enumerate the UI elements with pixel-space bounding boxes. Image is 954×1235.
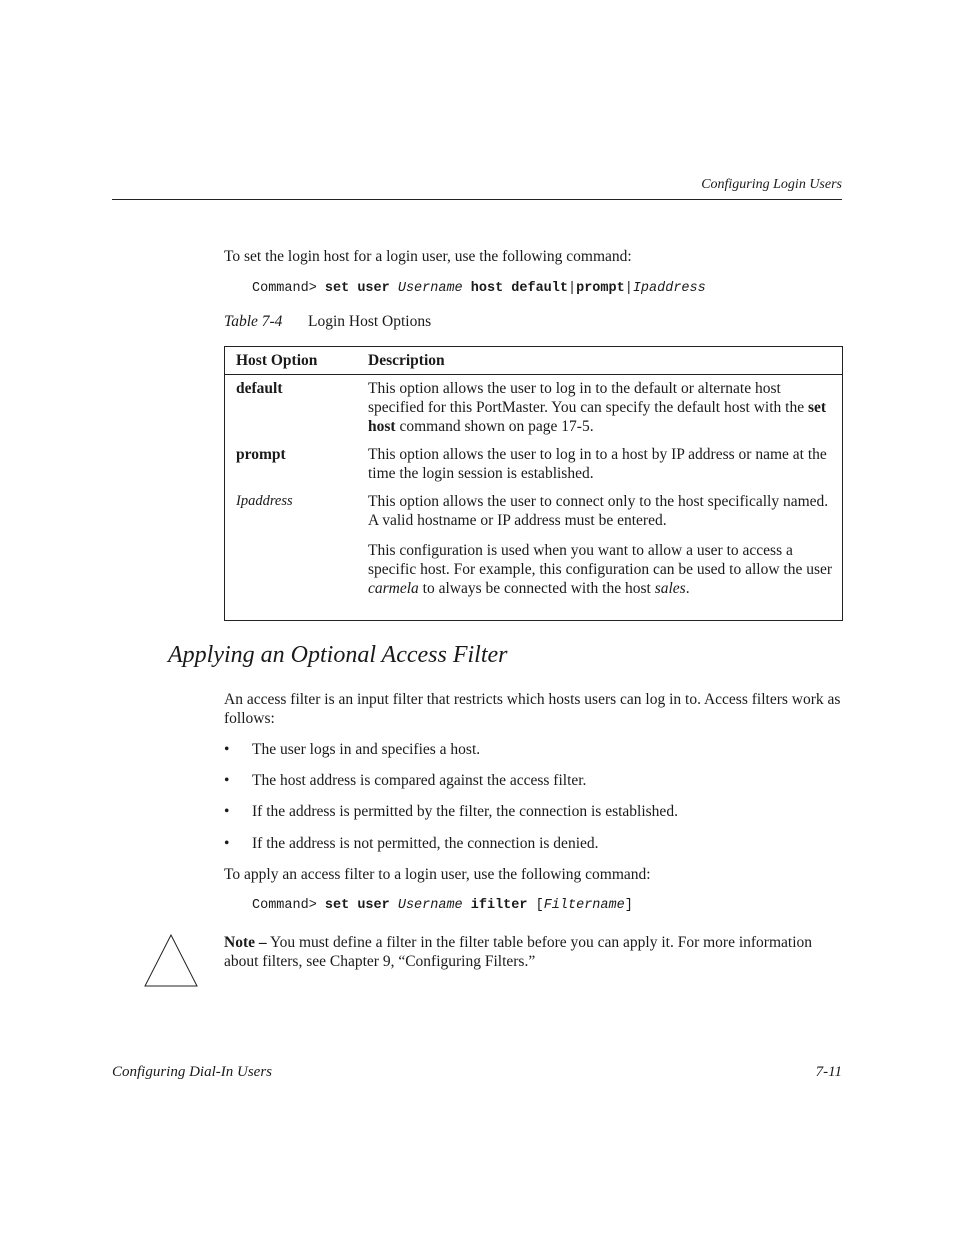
running-header: Configuring Login Users xyxy=(701,177,842,192)
command-separator: | xyxy=(624,281,633,296)
table-row-default-description xyxy=(368,379,833,436)
list-item-text: The user logs in and specifies a host. xyxy=(252,741,481,758)
table-header-rule xyxy=(225,374,842,375)
note-paragraph xyxy=(224,933,844,971)
list-item xyxy=(224,834,599,853)
section-intro-paragraph: An access filter is an input filter that restricts which hosts users can log in to. Access filters work as follows: xyxy=(224,691,841,727)
bullet-icon: • xyxy=(224,741,230,758)
desc-command-set-host: set host xyxy=(368,399,827,435)
command-ifilter xyxy=(252,898,633,913)
command-arg-ipaddress: Ipaddress xyxy=(632,281,706,296)
desc-text: command shown on page 17-5. xyxy=(399,418,594,435)
command-bracket-open: [ xyxy=(535,898,544,913)
login-host-options-table xyxy=(224,346,843,621)
table-caption-title: Login Host Options xyxy=(308,313,432,330)
command-arg-username: Username xyxy=(397,281,463,296)
list-item-text: If the address is not permitted, the connection is denied. xyxy=(252,835,599,852)
table-row-ipaddress-option: Ipaddress xyxy=(236,493,293,509)
command-keyword-set-user: set user xyxy=(324,281,390,296)
command-arg-filtername: Filtername xyxy=(543,898,625,913)
command-login-host xyxy=(252,281,706,296)
command-separator: | xyxy=(567,281,577,296)
apply-filter-paragraph: To apply an access filter to a login user, use the following command: xyxy=(224,866,651,883)
list-item-text: If the address is permitted by the filter, the connection is established. xyxy=(252,803,678,820)
caution-triangle-icon xyxy=(144,933,200,989)
table-caption-number: Table 7-4 xyxy=(224,313,283,330)
intro-paragraph: To set the login host for a login user, use the following command: xyxy=(224,248,632,265)
table-caption xyxy=(224,313,431,331)
desc-host-sales: sales xyxy=(654,580,686,597)
command-bracket-close: ] xyxy=(624,898,633,913)
bullet-icon: • xyxy=(224,772,230,789)
command-prompt: Command> xyxy=(252,898,317,913)
list-item xyxy=(224,740,480,759)
command-prompt: Command> xyxy=(252,281,317,296)
command-keyword-set-user: set user xyxy=(324,898,390,913)
list-item-text: The host address is compared against the access filter. xyxy=(252,772,587,789)
footer-chapter-title: Configuring Dial-In Users xyxy=(112,1064,273,1080)
desc-text: to always be connected with the host xyxy=(422,580,651,597)
bullet-icon: • xyxy=(224,835,230,852)
table-header-host-option: Host Option xyxy=(236,352,318,369)
desc-user-carmela: carmela xyxy=(368,580,419,597)
desc-period: . xyxy=(685,580,690,597)
table-row-ipaddress-description-2 xyxy=(368,541,833,598)
command-keyword-ifilter: ifilter xyxy=(470,898,528,913)
bullet-icon: • xyxy=(224,803,230,820)
desc-text: This option allows the user to log in to the default or alternate host specified for this PortMaster. You can specify the default host with the xyxy=(368,380,805,416)
desc-text: This configuration is used when you want to allow a user to access a specific host. For example, this configuration can be used to allow the user xyxy=(368,542,833,578)
list-item xyxy=(224,771,586,790)
table-row-prompt-description: This option allows the user to log in to a host by IP address or name at the time the login session is established. xyxy=(368,446,827,482)
table-row-default-option: default xyxy=(236,380,283,397)
list-item xyxy=(224,802,678,821)
table-header-description: Description xyxy=(368,352,445,369)
table-row-prompt-option: prompt xyxy=(236,446,286,463)
note-text: You must define a filter in the filter table before you can apply it. For more information about filters, see Chapter 9, “Configuring Filters.” xyxy=(224,934,813,970)
note-label: Note – xyxy=(224,934,267,951)
table-row-ipaddress-description: This option allows the user to connect only to the host specifically named. A valid hostname or IP address must be entered. xyxy=(368,493,829,529)
command-keyword-host-default: host default xyxy=(470,281,568,296)
command-arg-username: Username xyxy=(397,898,463,913)
command-keyword-prompt: prompt xyxy=(576,281,625,296)
header-rule xyxy=(112,199,842,200)
section-title: Applying an Optional Access Filter xyxy=(168,642,508,668)
footer-page-number: 7-11 xyxy=(815,1064,842,1080)
